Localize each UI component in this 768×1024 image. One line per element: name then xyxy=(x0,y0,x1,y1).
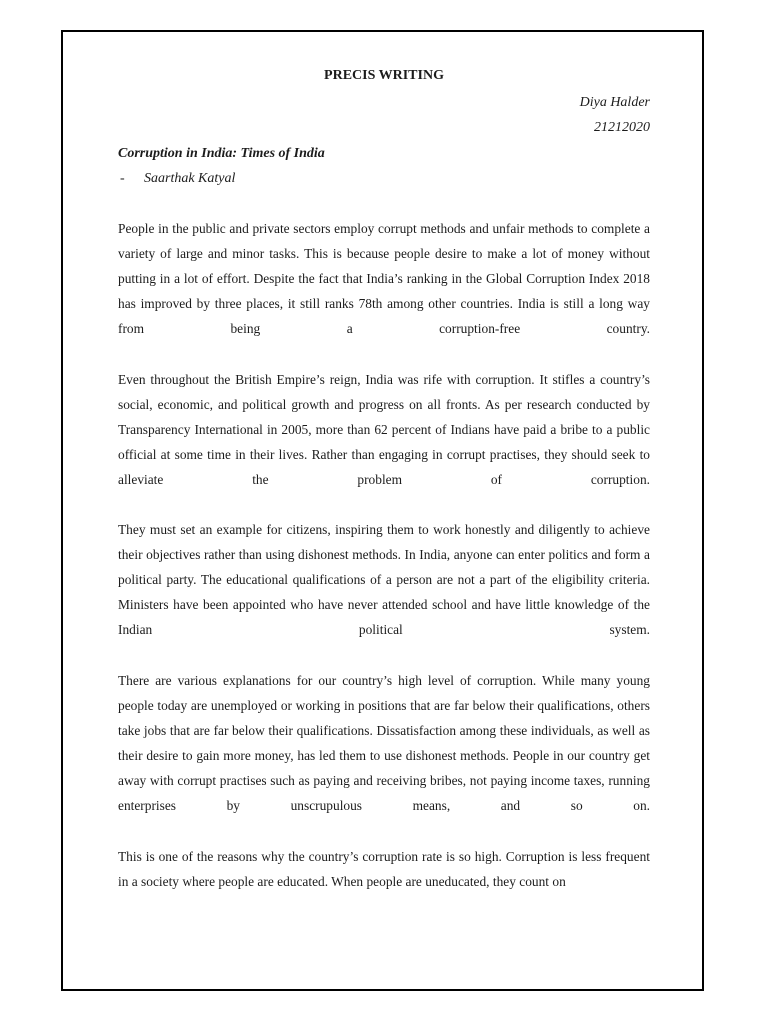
paragraph-1: People in the public and private sectors employ corrupt methods and unfair methods to complete a variety of large and minor tasks. This is because people desire to make a lot of money without putting in a lot of effort. Despite the fact that India’s ranking in the Global Corruption Index 2018 has improved by three places, it still ranks 78th among other countries. India is still a long way from being a corruption-free country. xyxy=(118,221,650,337)
paragraph-2: Even throughout the British Empire’s reign, India was rife with corruption. It stifles a country’s social, economic, and political growth and progress on all fronts. As per research conducted by Transparency International in 2005, more than 62 percent of Indians have paid a bribe to a public official at some time in their lives. Rather than engaging in corrupt practises, they should seek to alleviate the problem of corruption. xyxy=(118,372,650,488)
bullet-dash: - xyxy=(120,171,125,186)
source-article-author xyxy=(120,169,235,189)
paragraph-5: This is one of the reasons why the country’s corruption rate is so high. Corruption is less frequent in a society where people are educated. When people are uneducated, they count on xyxy=(118,849,650,890)
paragraph-4: There are various explanations for our country’s high level of corruption. While many young people today are unemployed or working in positions that are far below their qualifications, others take jobs that are far below their qualifications. Dissatisfaction among these individuals, as well as their desire to gain more money, has led them to use dishonest methods. People in our country get away with corrupt practises such as paying and receiving bribes, not paying income taxes, running enterprises by unscrupulous means, and so on. xyxy=(118,673,650,814)
document-title: PRECIS WRITING xyxy=(324,68,444,83)
author-name: Diya Halder xyxy=(579,95,650,110)
author-id: 21212020 xyxy=(594,120,650,135)
source-author-name: Saarthak Katyal xyxy=(144,171,236,186)
paragraph-3: They must set an example for citizens, inspiring them to work honestly and diligently to achieve their objectives rather than using dishonest methods. In India, anyone can enter politics and form a political party. The educational qualifications of a person are not a part of the eligibility criteria. Ministers have been appointed who have never attended school and have little knowledge of the Indian political system. xyxy=(118,522,650,638)
source-article-title: Corruption in India: Times of India xyxy=(118,146,325,161)
